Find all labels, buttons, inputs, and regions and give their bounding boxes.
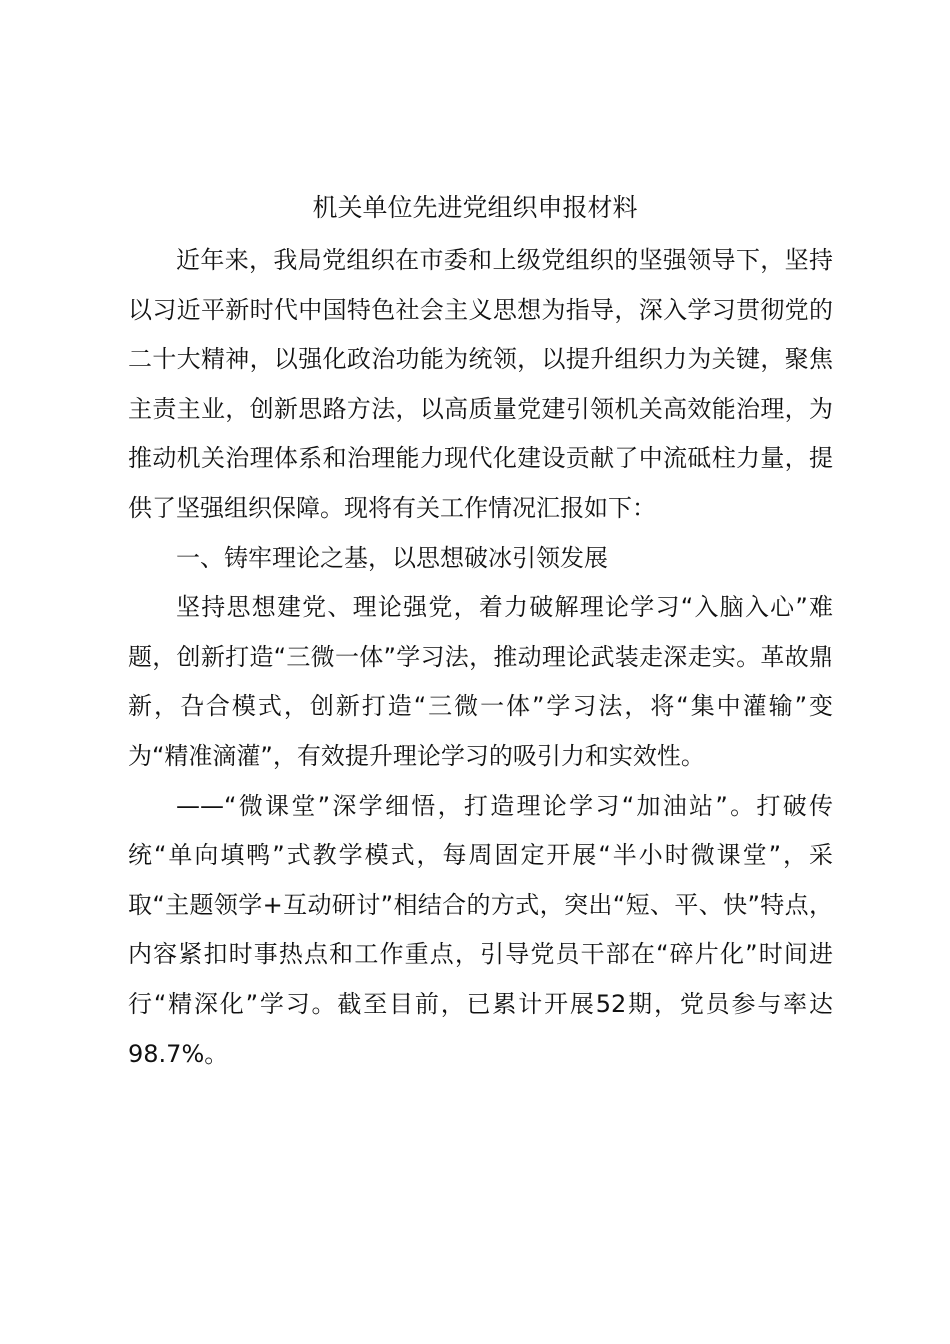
section-heading-1: 一、铸牢理论之基，以思想破冰引领发展: [176, 543, 608, 572]
section-1-paragraph: 坚持思想建党、理论强党，着力破解理论学习“入脑入心”难题，创新打造“三微一体”学习法，推动理论武装走深走实。革故鼎新，叴合模式，创新打造“三微一体”学习法，将“集中灌输”变为“精准滴灌”，有效提升理论学习的吸引力和实效性。: [128, 593, 833, 770]
document-body: [128, 236, 833, 1079]
document-title: 机关单位先进党组织申报材料: [312, 193, 638, 222]
micro-classroom-paragraph: ——“微课堂”深学细悟，打造理论学习“加油站”。打破传统“单向填鸭”式教学模式，每周固定开展“半小时微课堂”，采取“主题领学+互动研讨”相结合的方式，突出“短、平、快”特点，内容紧扣时事热点和工作重点，引导党员干部在“碎片化”时间进行“精深化”学习。截至目前，已累计开展52期，党员参与率达98.7%。: [128, 791, 833, 1068]
intro-paragraph: 近年来，我局党组织在市委和上级党组织的坚强领导下，坚持以习近平新时代中国特色社会主义思想为指导，深入学习贯彻党的二十大精神，以强化政治功能为统领，以提升组织力为关键，聚焦主责主业，创新思路方法，以高质量党建引领机关高效能治理，为推动机关治理体系和治理能力现代化建设贡献了中流砥柱力量，提供了坚强组织保障。现将有关工作情况汇报如下：: [128, 246, 833, 522]
